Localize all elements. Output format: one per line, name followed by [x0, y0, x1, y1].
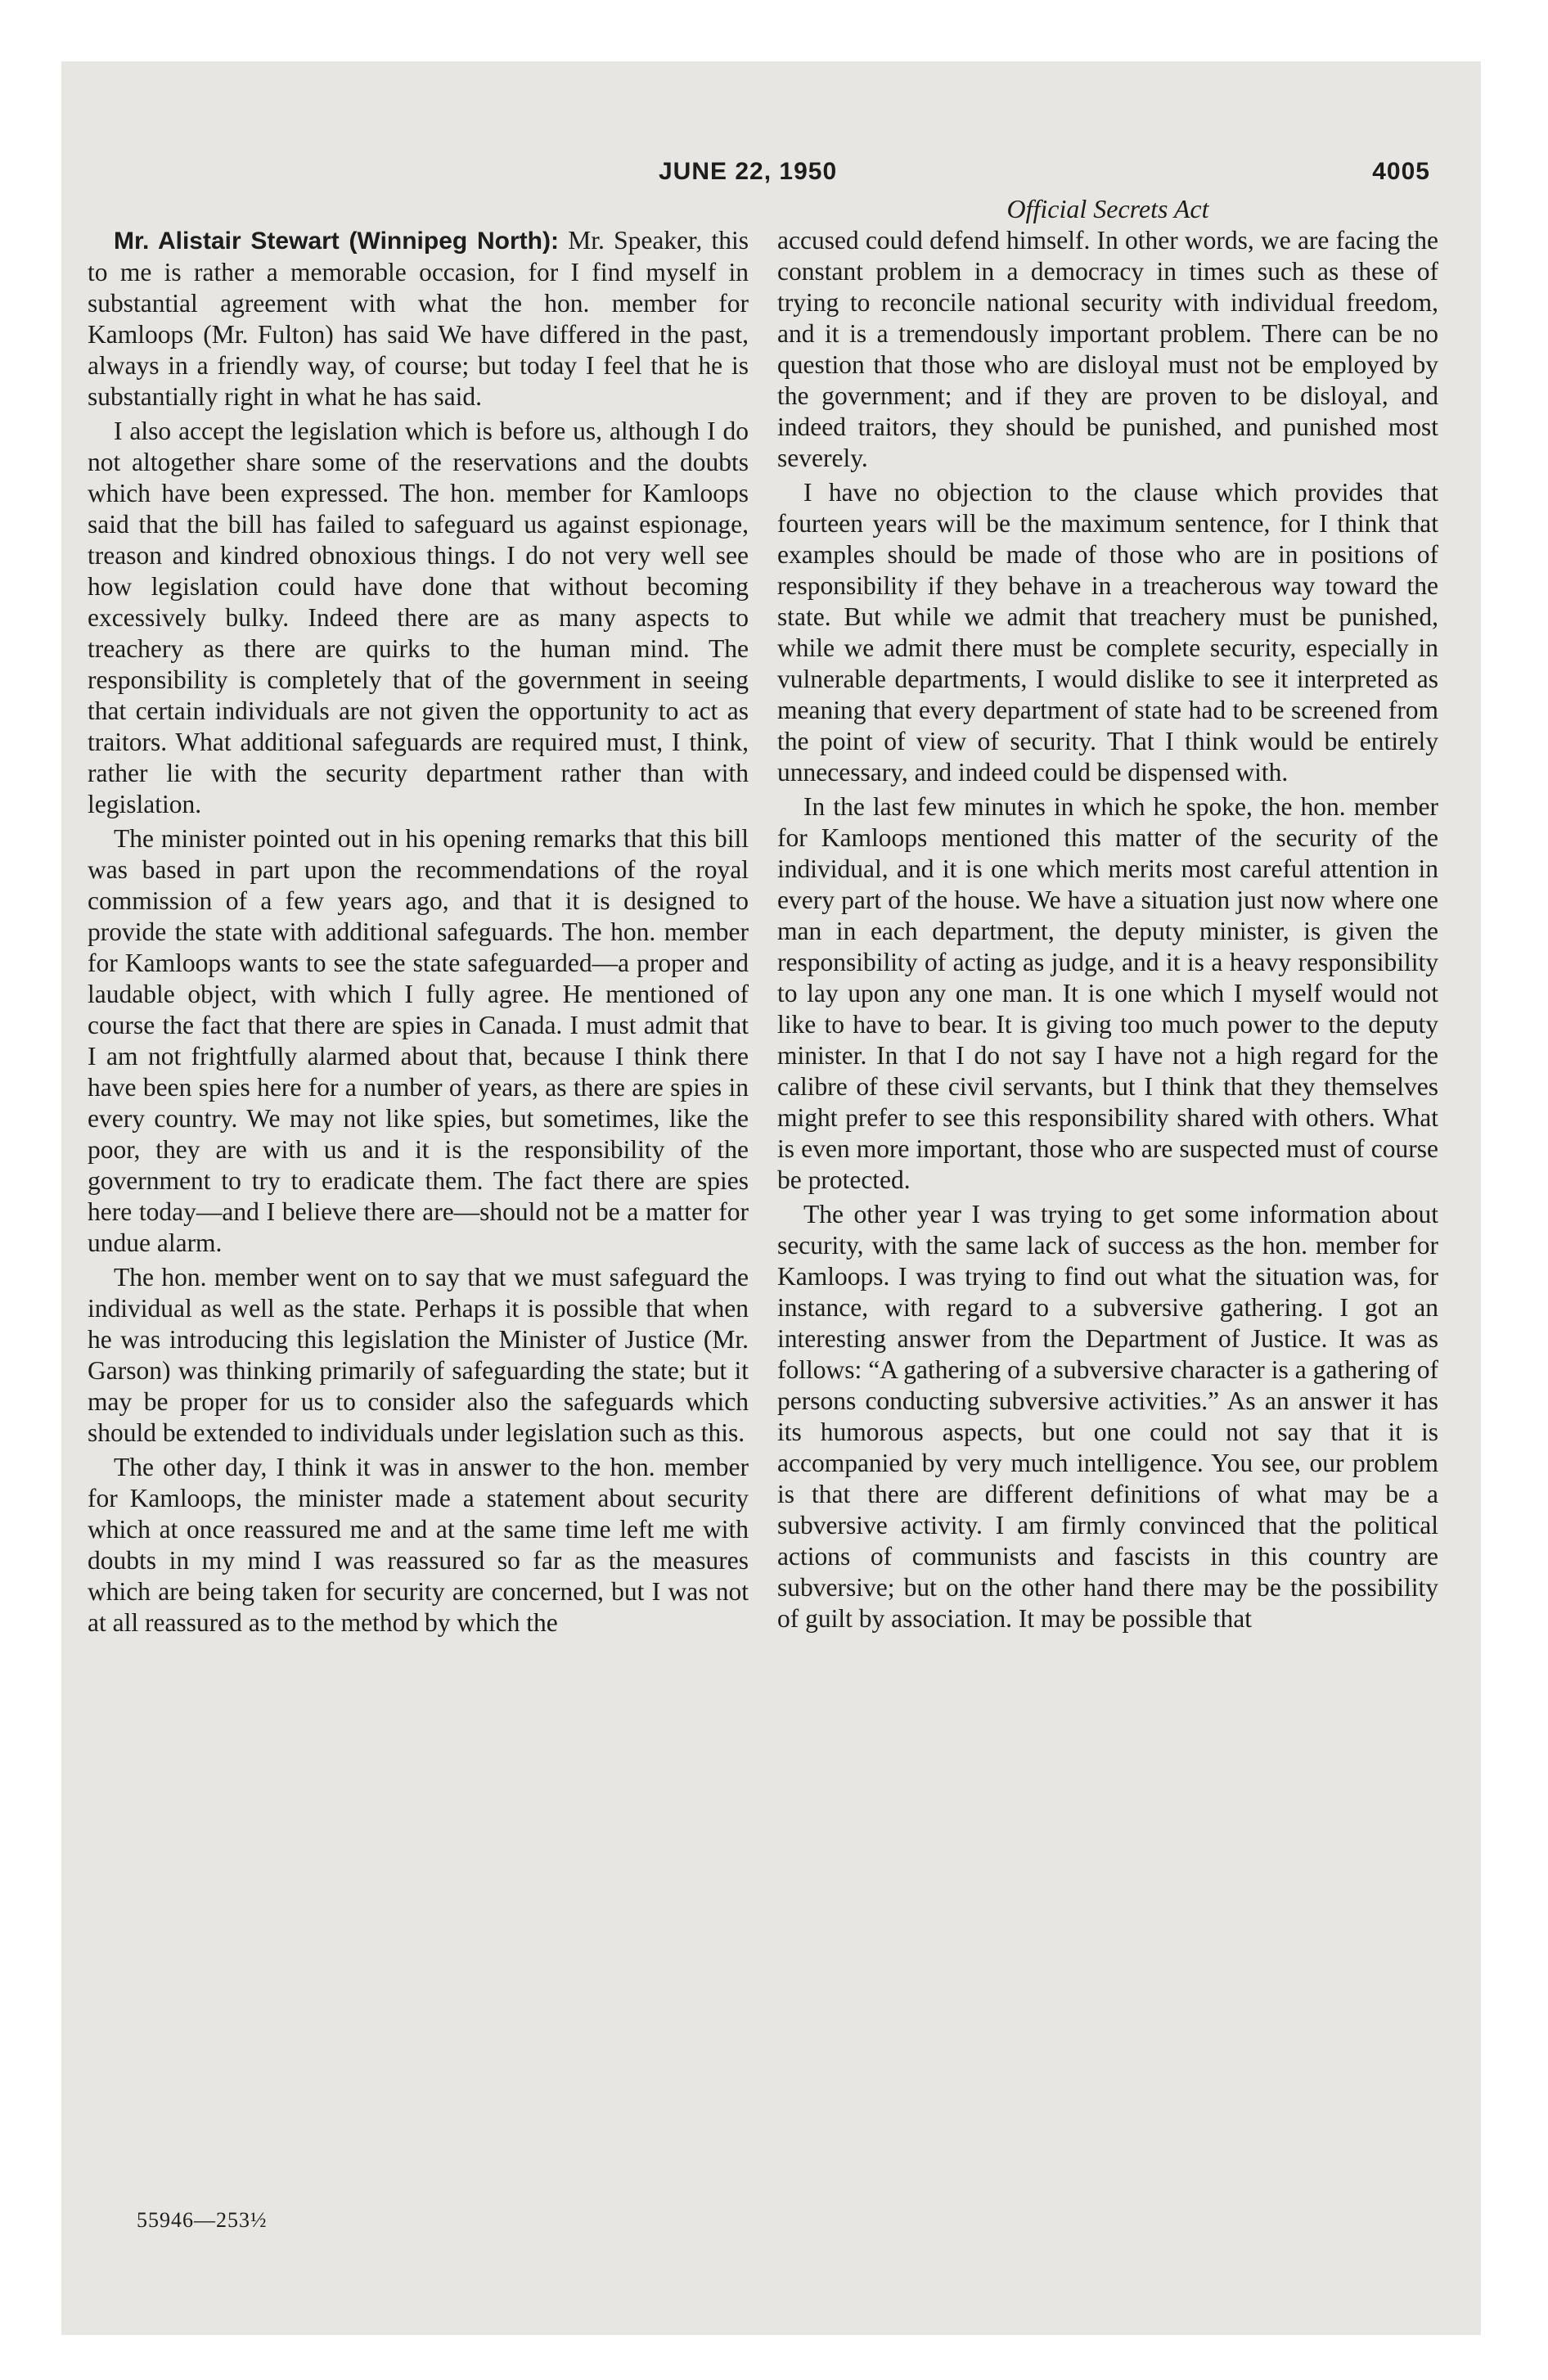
paragraph: accused could defend himself. In other words, we are facing the constant problem in a democracy in times such as these of trying to reconcile national security with individual freedom, and it is a tremendously important problem. There can be no question that those who are disloyal must not be employed by the government; and if they are proven to be disloyal, and indeed traitors, they should be punished, and punished most severely. — [777, 226, 1438, 472]
left-column — [88, 225, 749, 1639]
paragraph: The minister pointed out in his opening remarks that this bill was based in part upon the recommendations of the royal commission of a few years ago, and that it is designed to provide the state with additional safeguards. The hon. member for Kamloops wants to see the state safeguarded—a proper and laudable object, with which I fully agree. He mentioned of course the fact that there are spies in Canada. I must admit that I am not frightfully alarmed about that, because I think there have been spies here for a number of years, as there are spies in every country. We may not like spies, but sometimes, like the poor, they are with us and it is the responsibility of the government to try to eradicate them. The fact there are spies here today—and I believe there are—should not be a matter for undue alarm. — [88, 824, 749, 1257]
page-number: 4005 — [1372, 158, 1430, 185]
paragraph: The hon. member went on to say that we must safeguard the individual as well as the state. Perhaps it is possible that when he was introducing this legislation the Minister of Justice (Mr. Garson) was thinking primarily of safeguarding the state; but it may be proper for us to consider also the safeguards which should be extended to individuals under legislation such as this. — [88, 1263, 749, 1447]
paragraph: The other year I was trying to get some information about security, with the same lack of success as the hon. member for Kamloops. I was trying to find out what the situation was, for instance, with regard to a subversive gathering. I got an interesting answer from the Department of Justice. It was as follows: “A gathering of a subversive character is a gathering of persons conducting subversive activities.” As an answer it has its humorous aspects, but one could not say that it is accompanied by very much intelligence. You see, our problem is that there are different definitions of what may be a subversive activity. I am firmly convinced that the political actions of communists and fascists in this country are subversive; but on the other hand there may be the possibility of guilt by association. It may be possible that — [777, 1200, 1438, 1633]
document-page — [61, 61, 1481, 2335]
page-header — [61, 158, 1481, 194]
paragraph: I also accept the legislation which is before us, although I do not altogether share some of the reservations and the doubts which have been expressed. The hon. member for Kamloops said that the bill has failed to safeguard us against espionage, treason and kindred obnoxious things. I do not very well see how legislation could have done that without becoming excessively bulky. Indeed there are as many aspects to treachery as there are quirks to the human mind. The responsibility is completely that of the government in seeing that certain individuals are not given the opportunity to act as traitors. What additional safeguards are required must, I think, rather lie with the security department rather than with legislation. — [88, 417, 749, 818]
paragraph: I have no objection to the clause which provides that fourteen years will be the maximum sentence, for I think that examples should be made of those who are in positions of responsibility if they behave in a treacherous way toward the state. But while we admit that treachery must be punished, while we admit there must be complete security, especially in vulnerable departments, I would dislike to see it interpreted as meaning that every department of state had to be screened from the point of view of security. That I think would be entirely unnecessary, and indeed could be dispensed with. — [777, 478, 1438, 787]
right-column — [777, 192, 1438, 1634]
speaker-name: Mr. Alistair Stewart (Winnipeg North): — [114, 228, 559, 255]
running-title: Official Secrets Act — [1006, 194, 1209, 223]
footer-code: 55946—253½ — [137, 2208, 268, 2232]
paragraph: In the last few minutes in which he spoke, the hon. member for Kamloops mentioned this matter of the security of the individual, and it is one which merits most careful attention in every part of the house. We have a situation just now where one man in each department, the deputy minister, is given the responsibility of acting as judge, and it is a heavy responsibility to lay upon any one man. It is one which I myself would not like to have to bear. It is giving too much power to the deputy minister. In that I do not say I have not a high regard for the calibre of these civil servants, but I think that they themselves might prefer to see this responsibility shared with others. What is even more important, those who are suspected must of course be protected. — [777, 792, 1438, 1194]
header-date: JUNE 22, 1950 — [659, 158, 838, 185]
paragraph — [88, 225, 749, 412]
paragraph-text: Mr. Speaker, this to me is rather a memorable occasion, for I find myself in substantial agreement with what the hon. member for Kamloops (Mr. Fulton) has said We have differed in the past, always in a friendly way, of course; but today I feel that he is substantially right in what he has said. — [88, 226, 749, 411]
paragraph: The other day, I think it was in answer to the hon. member for Kamloops, the minister made a statement about security which at once reassured me and at the same time left me with doubts in my mind I was reassured so far as the measures which are being taken for security are concerned, but I was not at all reassured as to the method by which the — [88, 1453, 749, 1637]
